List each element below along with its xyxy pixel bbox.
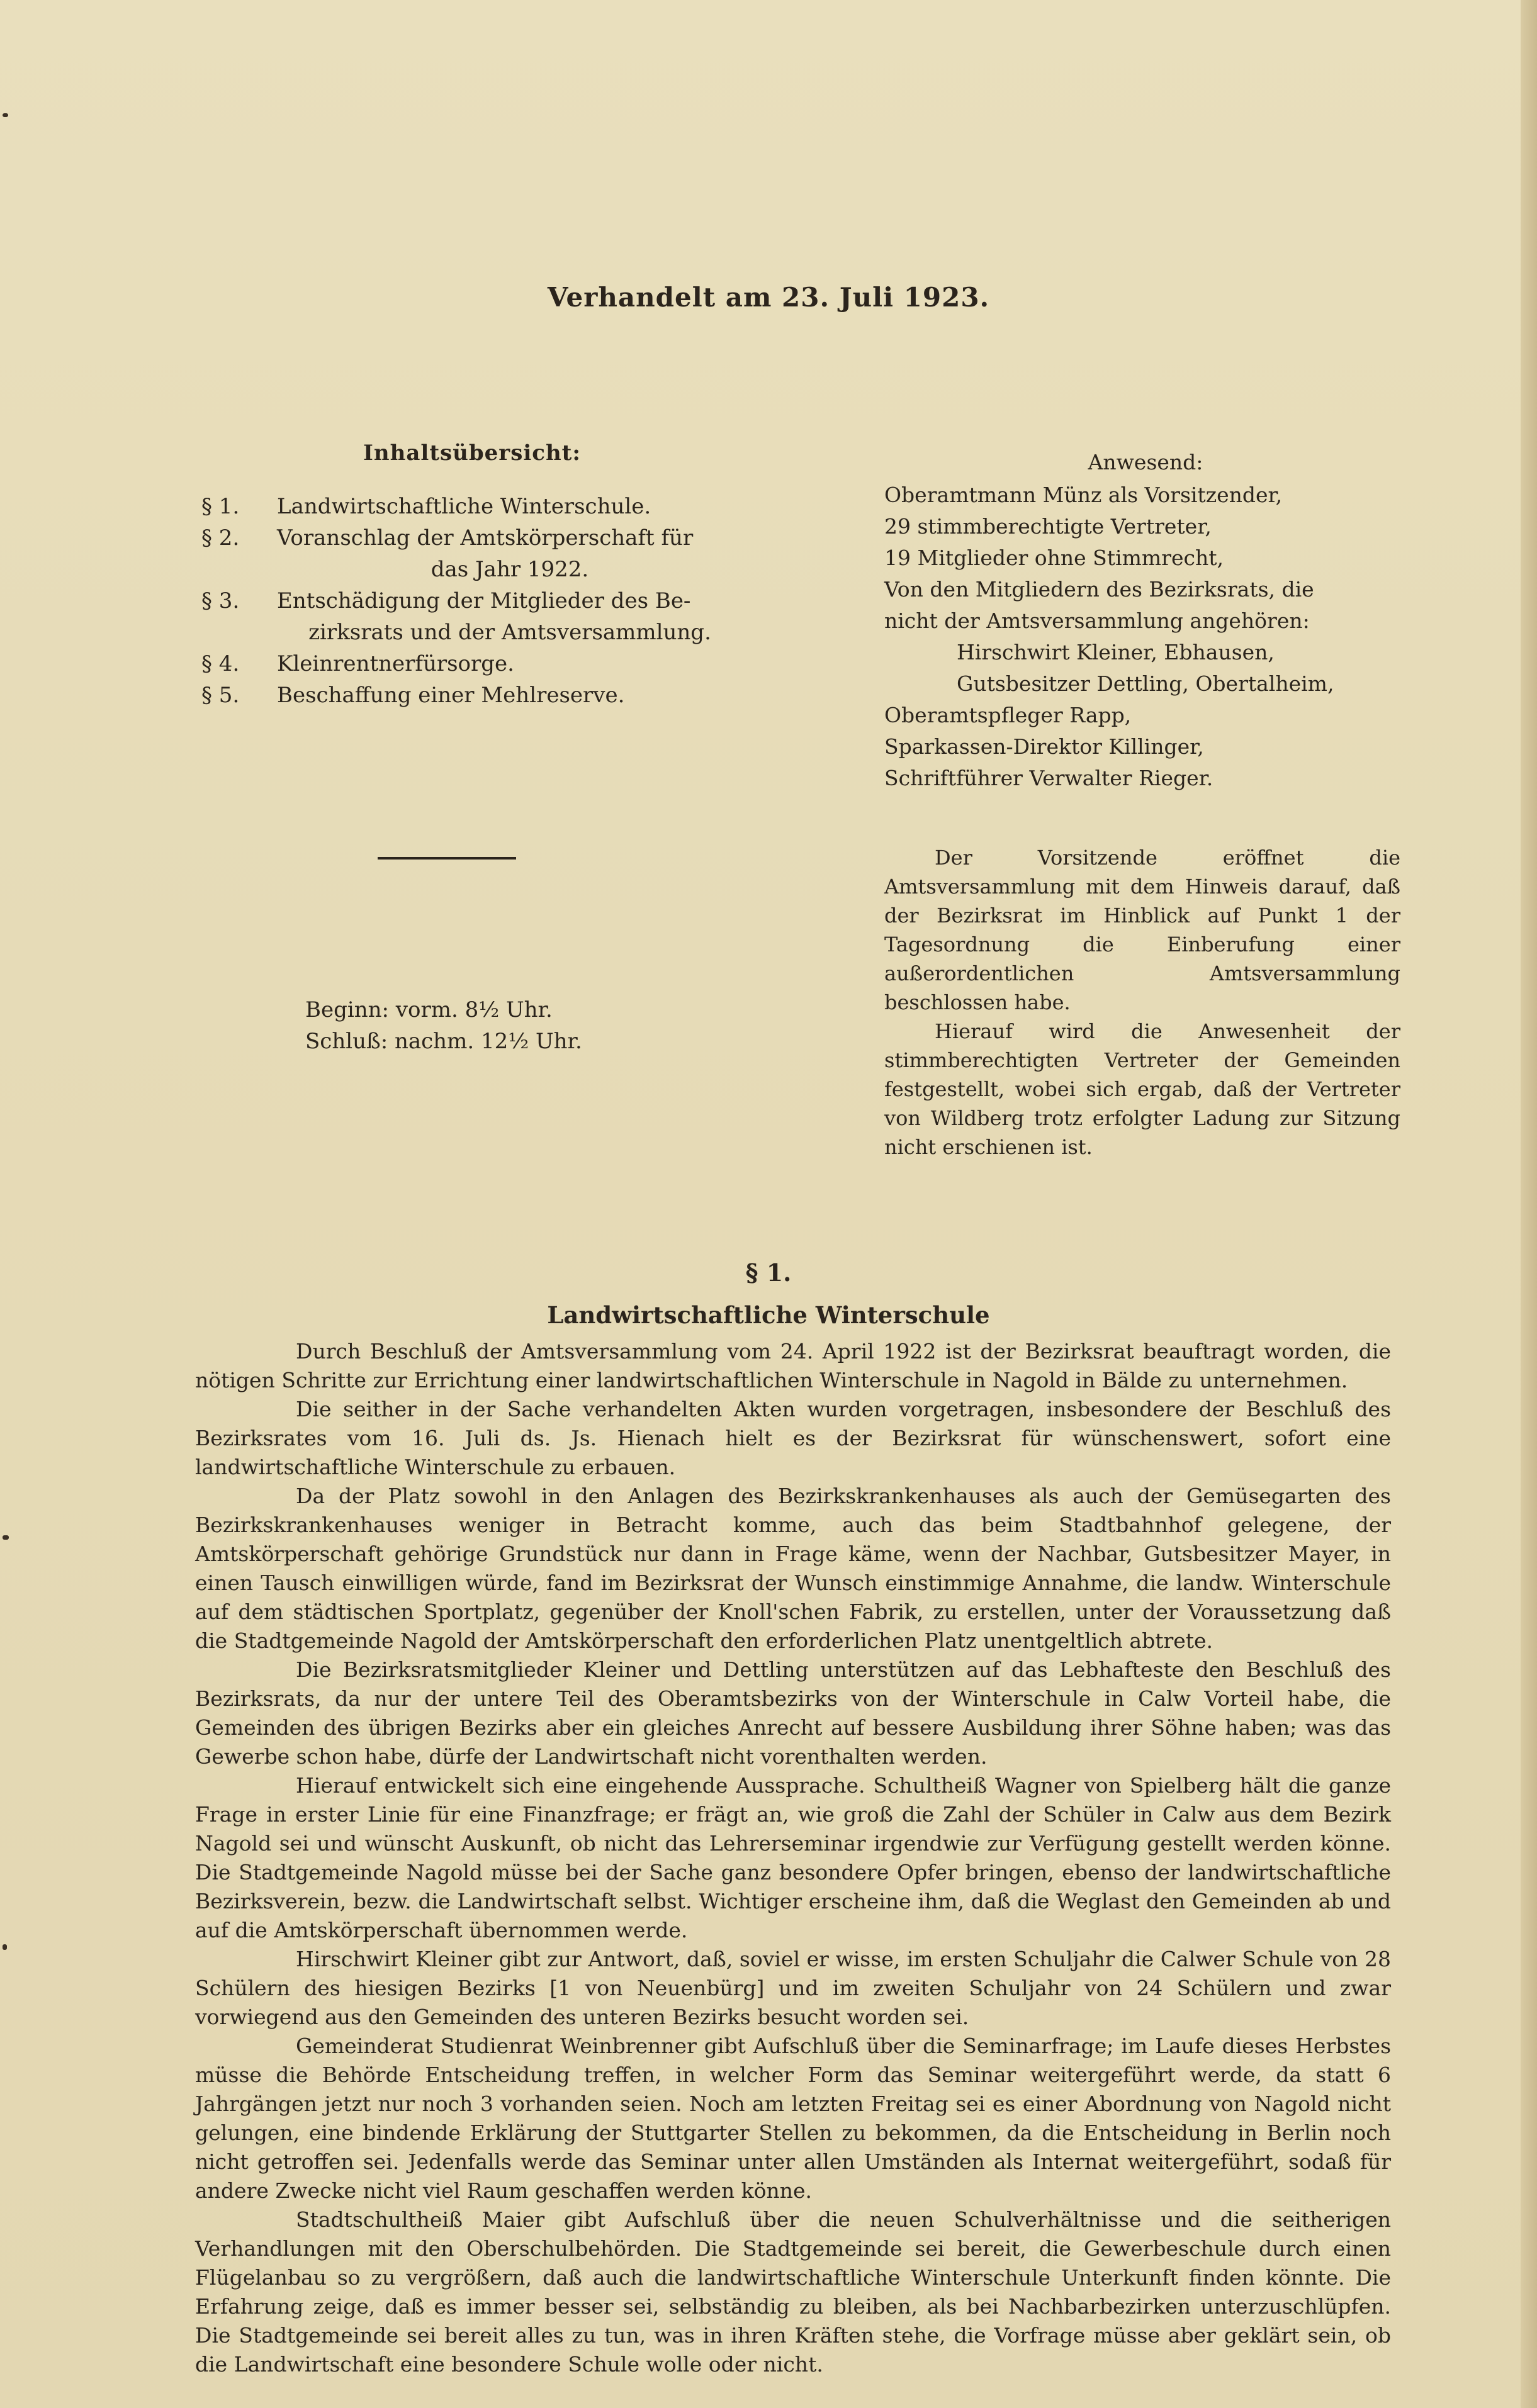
section-body xyxy=(195,1337,1391,2379)
attendance-line: Sparkassen-Direktor Killinger, xyxy=(884,734,1204,759)
toc-item xyxy=(201,522,743,585)
toc-item-text xyxy=(277,680,743,711)
toc-item-number: § 2. xyxy=(201,525,240,551)
toc-item-number: § 3. xyxy=(201,588,240,613)
ink-speck xyxy=(3,1944,7,1950)
document-title: Verhandelt am 23. Juli 1923. xyxy=(547,282,990,313)
toc-item xyxy=(201,491,743,522)
attendance-line: nicht der Amtsversammlung angehören: xyxy=(884,608,1310,633)
attendance-line: Oberamtspfleger Rapp, xyxy=(884,703,1132,727)
toc-item-label: Beschaffung einer Mehlreserve. xyxy=(277,683,625,708)
toc-item-label: Entschädigung der Mitglieder des Be- xyxy=(277,588,691,613)
body-paragraph: Die Bezirksratsmitglieder Kleiner und Dettling unterstützen auf das Lebhafteste den Beschluß des Bezirksrats, da nur der untere Teil des Oberamtsbezirks von der Winterschule in Calw Vorteil habe, die Gemeinden des übrigen Bezirks aber ein gleiches Anrecht auf bessere Ausbildung ihrer Söhne haben; was das Gewerbe schon habe, dürfe der Landwirtschaft nicht vorenthalten werden. xyxy=(195,1657,1391,1769)
table-of-contents xyxy=(201,440,743,711)
session-times xyxy=(305,994,683,1057)
attendance-line: Von den Mitgliedern des Bezirksrats, die xyxy=(884,577,1314,602)
toc-item-label: Voranschlag der Amtskörperschaft für xyxy=(277,525,694,551)
session-begin: Beginn: vorm. 8½ Uhr. xyxy=(305,997,553,1022)
toc-item-number: § 4. xyxy=(201,651,240,676)
toc-item-text xyxy=(277,585,743,648)
toc-item-number: § 1. xyxy=(201,494,240,519)
section-number: § 1. xyxy=(745,1258,792,1287)
ink-speck xyxy=(3,113,8,117)
toc-item xyxy=(201,648,743,680)
opening-paragraph: Hierauf wird die Anwesenheit der stimmberechtigten Vertreter der Gemeinden festgestellt, wobei sich ergab, daß der Vertreter von Wildberg trotz erfolgter Ladung zur Sitzung nicht erschienen ist. xyxy=(884,1019,1400,1159)
toc-heading: Inhaltsübersicht: xyxy=(363,440,581,466)
body-paragraph: Hierauf entwickelt sich eine eingehende Aussprache. Schultheiß Wagner von Spielberg hält die ganze Frage in erster Linie für eine Finanzfrage; er frägt an, wie groß die Zahl der Schüler in Calw aus dem Bezirk Nagold sei und wünscht Auskunft, ob nicht das Lehrerseminar irgendwie zur Verfügung gestellt werden könne. Die Stadtgemeinde Nagold müsse bei der Sache ganz besondere Opfer bringen, ebenso der landwirtschaftliche Bezirksverein, bezw. die Landwirtschaft selbst. Wichtiger erscheine ihm, daß die Weglast den Gemeinden ab und auf die Amtskörperschaft übernommen werde. xyxy=(195,1773,1391,1942)
attendance-heading: Anwesend: xyxy=(1088,450,1203,474)
toc-item-text xyxy=(277,522,743,585)
attendance-line: Hirschwirt Kleiner, Ebhausen, xyxy=(957,640,1275,664)
attendance-block xyxy=(884,447,1407,794)
toc-item-label: Kleinrentnerfürsorge. xyxy=(277,651,514,676)
toc-item xyxy=(201,585,743,648)
body-paragraph: Hirschwirt Kleiner gibt zur Antwort, daß, soviel er wisse, im ersten Schuljahr die Calwer Schule von 28 Schülern des hiesigen Bezirks [1 von Neuenbürg] und im zweiten Schuljahr von 24 Schülern und zwar vorwiegend aus den Gemeinden des unteren Bezirks besucht worden sei. xyxy=(195,1947,1391,2029)
toc-item-number: § 5. xyxy=(201,683,240,708)
toc-item xyxy=(201,680,743,711)
body-paragraph: Da der Platz sowohl in den Anlagen des Bezirkskrankenhauses als auch der Gemüsegarten des Bezirkskrankenhauses weniger in Betracht komme, auch das beim Stadtbahnhof gelegene, der Amtskörperschaft gehörige Grundstück nur dann in Frage käme, wenn der Nachbar, Gutsbesitzer Mayer, in einen Tausch einwilligen würde, fand im Bezirksrat der Wunsch einstimmige Annahme, die landw. Winterschule auf dem städtischen Sportplatz, gegenüber der Knoll'schen Fabrik, zu erstellen, unter der Voraussetzung daß die Stadtgemeinde Nagold der Amtskörperschaft den erforderlichen Platz unentgeltlich abtrete. xyxy=(195,1484,1391,1653)
attendance-line: Schriftführer Verwalter Rieger. xyxy=(884,766,1213,790)
toc-item-continuation: zirksrats und der Amtsversammlung. xyxy=(308,620,711,645)
body-paragraph: Stadtschultheiß Maier gibt Aufschluß über die neuen Schulverhältnisse und die seitherigen Verhandlungen mit den Oberschulbehörden. Die Stadtgemeinde sei bereit, die Gewerbeschule durch einen Flügelanbau so zu vergrößern, daß auch die landwirtschaftliche Winterschule Unterkunft finden könnte. Die Erfahrung zeige, daß es immer besser sei, selbständig zu bleiben, als bei Nachbarbezirken unterzuschlüpfen. Die Stadtgemeinde sei bereit alles zu tun, was in ihren Kräften stehe, die Vorfrage müsse aber geklärt sein, ob die Landwirtschaft eine besondere Schule wolle oder nicht. xyxy=(195,2207,1391,2377)
ink-speck xyxy=(3,1535,9,1540)
opening-paragraph: Der Vorsitzende eröffnet die Amtsversammlung mit dem Hinweis darauf, daß der Bezirksrat im Hinblick auf Punkt 1 der Tagesordnung die Einberufung einer außerordentlichen Amtsversammlung beschlossen habe. xyxy=(884,846,1400,1014)
body-paragraph: Gemeinderat Studienrat Weinbrenner gibt Aufschluß über die Seminarfrage; im Laufe dieses Herbstes müsse die Behörde Entscheidung treffen, in welcher Form das Seminar weitergeführt werde, da statt 6 Jahrgängen jetzt nur noch 3 vorhanden seien. Noch am letzten Freitag sei es einer Abordnung von Nagold nicht gelungen, eine bindende Erklärung der Stuttgarter Stellen zu bekommen, da die Entscheidung in Berlin noch nicht getroffen sei. Jedenfalls werde das Seminar unter allen Umständen als Internat weitergeführt, sodaß für andere Zwecke nicht viel Raum geschaffen werden könne. xyxy=(195,2034,1391,2203)
attendance-line: Gutsbesitzer Dettling, Obertalheim, xyxy=(957,671,1334,696)
paper-edge xyxy=(1521,0,1537,2408)
attendance-line: 19 Mitglieder ohne Stimmrecht, xyxy=(884,546,1224,570)
toc-item-continuation: das Jahr 1922. xyxy=(431,557,589,582)
section-title: Landwirtschaftliche Winterschule xyxy=(547,1301,990,1329)
session-end: Schluß: nachm. 12½ Uhr. xyxy=(305,1029,582,1054)
toc-item-text xyxy=(277,491,743,522)
toc-item-text xyxy=(277,648,743,680)
body-paragraph: Die seither in der Sache verhandelten Akten wurden vorgetragen, insbesondere der Beschluß des Bezirksrates vom 16. Juli ds. Js. Hienach hielt es der Bezirksrat für wünschenswert, sofort eine landwirtschaftliche Winterschule zu erbauen. xyxy=(195,1397,1391,1479)
toc-item-label: Landwirtschaftliche Winterschule. xyxy=(277,494,651,519)
attendance-line: 29 stimmberechtigte Vertreter, xyxy=(884,514,1212,539)
body-paragraph: Durch Beschluß der Amtsversammlung vom 24. April 1922 ist der Bezirksrat beauftragt worden, die nötigen Schritte zur Errichtung einer landwirtschaftlichen Winterschule in Nagold in Bälde zu unternehmen. xyxy=(195,1339,1391,1392)
opening-text xyxy=(884,843,1400,1162)
attendance-line: Oberamtmann Münz als Vorsitzender, xyxy=(884,483,1283,507)
section-divider xyxy=(378,857,516,860)
